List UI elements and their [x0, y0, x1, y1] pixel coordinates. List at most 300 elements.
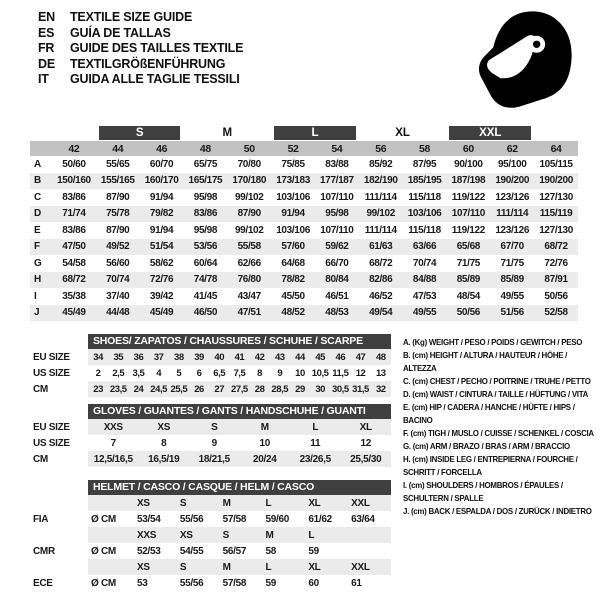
size-number-corner — [30, 141, 52, 156]
size-cell: 119/122 — [451, 191, 485, 203]
size-cell: 87/90 — [227, 206, 271, 223]
gloves-section — [33, 404, 391, 467]
size-cell: 64/68 — [281, 257, 305, 269]
size-cell: 182/190 — [359, 173, 403, 190]
gloves-cell: 18/21,5 — [189, 451, 240, 467]
gloves-cell: M — [240, 419, 291, 435]
gloves-row-label: EU SIZE — [33, 421, 70, 433]
helmet-unit-cell: Ø CM — [91, 577, 116, 589]
legend-item: B. (cm) HEIGHT / ALTURA / HAUTEUR / HÖHE / ALTEZZA — [403, 350, 568, 373]
size-cell: 91/94 — [149, 224, 174, 236]
size-cell: 50/56 — [544, 290, 568, 302]
size-row — [30, 173, 578, 190]
gloves-row-label: US SIZE — [33, 437, 70, 449]
language-code: DE — [38, 56, 55, 71]
size-cell: 48/53 — [315, 305, 359, 322]
size-cell: 87/95 — [412, 158, 437, 170]
language-code: IT — [38, 72, 49, 86]
shoes-cell: 43 — [270, 349, 290, 365]
size-cell: 99/102 — [234, 224, 264, 236]
size-cell: 44/48 — [96, 305, 140, 322]
helmet-table — [33, 495, 391, 591]
size-cell: 177/187 — [315, 173, 359, 190]
size-band-label: M — [222, 126, 233, 139]
size-column-header: 58 — [403, 141, 447, 156]
size-column-header: 50 — [227, 141, 271, 156]
size-cell: 87/90 — [106, 191, 130, 203]
size-cell: 43/47 — [237, 290, 261, 302]
helmet-cell: 57/58 — [222, 577, 247, 589]
size-cell: 49/55 — [403, 305, 447, 322]
gloves-row — [33, 435, 391, 451]
helmet-size-label: M — [220, 559, 263, 575]
size-cell: 187/198 — [446, 173, 490, 190]
shoes-row-label: CM — [33, 383, 48, 395]
size-cell: 49/54 — [359, 305, 403, 322]
size-cell: 68/72 — [52, 272, 96, 289]
shoes-cell: 24,5 — [149, 381, 169, 397]
helmet-value-row — [33, 543, 391, 559]
shoes-cell: 24 — [128, 381, 148, 397]
helmet-size-spacer — [33, 527, 88, 543]
gloves-cell: 8 — [161, 437, 167, 449]
size-cell: 47/53 — [412, 290, 437, 302]
helmet-unit-cell: Ø CM — [91, 545, 116, 557]
size-cell: 50/56 — [446, 305, 490, 322]
gloves-row — [33, 451, 391, 467]
shoes-title: SHOES/ ZAPATOS / CHAUSSURES / SCHUHE / SCARPE — [88, 334, 391, 349]
size-band-label: L — [274, 126, 356, 140]
gloves-row-label: CM — [33, 453, 48, 465]
shoes-cell: 6 — [196, 367, 202, 379]
shoes-cell: 48 — [371, 349, 391, 365]
size-cell: 87/91 — [534, 272, 578, 289]
shoes-cell: 23 — [88, 381, 108, 397]
gloves-cell: 20/24 — [240, 451, 291, 467]
gloves-cell: 10 — [259, 437, 271, 449]
helmet-cell: 57/58 — [222, 513, 247, 525]
legend-item: D. (cm) WAIST / CINTURA / TAILLE / HÜFTUNG / VITA — [403, 389, 589, 399]
size-row-label: C — [34, 191, 41, 203]
size-number-row — [30, 141, 578, 156]
shoes-cell: 13 — [375, 367, 386, 379]
size-cell: 190/200 — [490, 173, 534, 190]
size-cell: 95/98 — [193, 191, 218, 203]
size-cell: 74/78 — [183, 272, 227, 289]
size-cell: 46/50 — [183, 305, 227, 322]
helmet-cell — [348, 543, 391, 559]
size-band-label: XXL — [449, 126, 531, 140]
gloves-cell: 12,5/16,5 — [88, 451, 139, 467]
size-cell: 70/74 — [96, 272, 140, 289]
size-cell: 80/84 — [315, 272, 359, 289]
helmet-standard-label: ECE — [33, 577, 53, 589]
helmet-size-label: M — [220, 495, 263, 511]
size-cell: 83/86 — [62, 224, 86, 236]
shoes-cell: 32 — [371, 381, 391, 397]
size-column-header: 42 — [52, 141, 96, 156]
gloves-title-spacer — [33, 404, 88, 419]
helmet-size-label: XS — [177, 527, 220, 543]
helmet-size-label: XXS — [134, 527, 177, 543]
helmet-cell: 53/54 — [137, 513, 161, 525]
size-cell: 103/106 — [403, 206, 447, 223]
language-title: TEXTILE SIZE GUIDE — [70, 10, 193, 24]
shoes-cell: 30 — [310, 381, 330, 397]
helmet-cell: 63/64 — [351, 513, 375, 525]
helmet-size-spacer — [33, 495, 88, 511]
size-cell: 87/90 — [106, 224, 130, 236]
shoes-cell: 41 — [229, 349, 249, 365]
shoes-cell: 27,5 — [229, 381, 249, 397]
shoes-cell: 29 — [290, 381, 310, 397]
size-cell: 105/115 — [539, 158, 573, 170]
size-band-row — [30, 124, 578, 141]
size-row — [30, 305, 578, 322]
size-cell: 41/45 — [193, 290, 218, 302]
size-row — [30, 206, 578, 223]
shoes-cell: 28,5 — [270, 381, 290, 397]
size-row — [30, 288, 578, 305]
size-cell: 83/88 — [325, 158, 349, 170]
size-cell: 111/114 — [364, 224, 397, 236]
size-cell: 65/75 — [193, 158, 218, 170]
language-code: ES — [38, 25, 55, 40]
size-cell: 127/130 — [539, 191, 573, 203]
language-title: GUÍA DE TALLAS — [70, 25, 171, 40]
size-row — [30, 156, 578, 173]
shoes-cell: 39 — [189, 349, 209, 365]
size-cell: 70/80 — [237, 158, 261, 170]
language-row — [38, 41, 243, 57]
size-cell: 85/89 — [446, 272, 490, 289]
size-cell: 66/70 — [325, 257, 349, 269]
size-cell: 48/52 — [271, 305, 315, 322]
size-band-spacer — [534, 124, 578, 141]
shoes-cell: 27 — [209, 381, 229, 397]
size-cell: 185/195 — [403, 173, 447, 190]
helmet-size-unit-spacer — [88, 527, 134, 543]
helmet-size-label: S — [177, 495, 220, 511]
size-cell: 53/56 — [183, 239, 227, 256]
helmet-cell: 59 — [308, 545, 319, 557]
size-cell: 95/98 — [193, 224, 218, 236]
size-cell: 35/38 — [62, 290, 86, 302]
racing-helmet-icon — [472, 4, 578, 110]
language-code: EN — [38, 10, 55, 24]
size-cell: 123/126 — [495, 224, 530, 236]
size-cell: 71/74 — [52, 206, 96, 223]
size-cell: 68/72 — [534, 239, 578, 256]
shoes-cell: 2,5 — [112, 367, 125, 379]
size-cell: 63/66 — [403, 239, 447, 256]
accessory-tables — [33, 334, 391, 591]
size-cell: 61/63 — [359, 239, 403, 256]
legend-item: I. (cm) SHOULDERS / HOMBROS / ÉPAULES / SCHULTERN / SPALLE — [403, 480, 563, 503]
helmet-size-unit-spacer — [88, 559, 134, 575]
size-cell: 45/49 — [52, 305, 96, 322]
shoes-cell: 36 — [128, 349, 148, 365]
size-cell: 107/110 — [320, 224, 354, 236]
helmet-size-label: XXL — [348, 495, 391, 511]
helmet-cell: 55/56 — [179, 577, 204, 589]
gloves-cell: 9 — [211, 437, 217, 449]
size-cell: 37/40 — [106, 290, 130, 302]
size-column-header: 64 — [534, 141, 578, 156]
size-cell: 46/52 — [369, 290, 393, 302]
helmet-size-row — [33, 495, 391, 511]
shoes-cell: 35 — [108, 349, 128, 365]
size-band-cell — [446, 124, 534, 141]
size-row-label: E — [34, 224, 41, 236]
size-cell: 50/60 — [62, 158, 86, 170]
size-cell: 68/72 — [369, 257, 393, 269]
helmet-section — [33, 480, 391, 591]
shoes-table — [33, 349, 391, 397]
size-table — [30, 124, 578, 321]
size-row — [30, 255, 578, 272]
language-title: GUIDA ALLE TAGLIE TESSILI — [70, 72, 240, 86]
size-column-header: 60 — [446, 141, 490, 156]
helmet-value-row — [33, 575, 391, 591]
helmet-title-spacer — [33, 480, 88, 495]
shoes-cell: 2 — [95, 367, 101, 379]
shoes-table-body — [33, 349, 391, 397]
size-cell: 51/56 — [490, 305, 534, 322]
legend-item: H. (cm) INSIDE LEG / ENTREPIERNA / FOURCHE / SCHRITT / FORCELLA — [403, 454, 578, 477]
size-cell: 103/106 — [276, 191, 310, 203]
shoes-title-spacer — [33, 334, 88, 349]
helmet-table-body — [33, 495, 391, 591]
size-row-label: I — [34, 290, 37, 302]
size-cell: 99/102 — [234, 191, 264, 203]
helmet-size-label: M — [262, 527, 305, 543]
size-cell: 45/49 — [140, 305, 184, 322]
gloves-cell: 7 — [110, 437, 116, 449]
size-cell: 83/86 — [62, 191, 86, 203]
size-column-header: 44 — [96, 141, 140, 156]
size-cell: 83/86 — [183, 206, 227, 223]
helmet-value-row — [33, 511, 391, 527]
size-cell: 84/88 — [403, 272, 447, 289]
language-row — [38, 26, 243, 42]
shoes-cell: 4 — [156, 367, 162, 379]
shoes-cell: 47 — [350, 349, 370, 365]
shoes-section — [33, 334, 391, 397]
size-column-header: 56 — [359, 141, 403, 156]
gloves-cell: XL — [341, 419, 392, 435]
shoes-cell: 46 — [330, 349, 350, 365]
size-cell: 115/118 — [408, 224, 441, 236]
shoes-cell: 44 — [290, 349, 310, 365]
helmet-cell: 54/55 — [179, 545, 204, 557]
legend-item: A. (Kg) WEIGHT / PESO / POIDS / GEWITCH / PESO — [403, 337, 583, 347]
helmet-size-label: XL — [305, 559, 348, 575]
size-cell: 56/60 — [106, 257, 130, 269]
shoes-cell: 10 — [295, 367, 305, 379]
size-row — [30, 189, 578, 206]
size-cell: 155/165 — [96, 173, 140, 190]
shoes-cell: 40 — [209, 349, 229, 365]
helmet-size-spacer — [33, 559, 88, 575]
helmet-cell: 61/62 — [308, 513, 332, 525]
size-cell: 111/114 — [364, 191, 397, 203]
measurement-legend — [403, 336, 600, 518]
shoes-cell: 11,5 — [332, 367, 349, 379]
helmet-size-label — [348, 527, 391, 543]
gloves-row — [33, 419, 391, 435]
shoes-cell: 9 — [277, 367, 283, 379]
size-cell: 59/62 — [315, 239, 359, 256]
shoes-cell: 8 — [257, 367, 263, 379]
size-band-label: S — [99, 126, 181, 140]
gloves-table-body — [33, 419, 391, 467]
size-cell: 103/106 — [276, 224, 310, 236]
gloves-cell: XXS — [88, 419, 139, 435]
size-cell: 173/183 — [271, 173, 315, 190]
size-cell: 70/74 — [412, 257, 437, 269]
size-cell: 123/126 — [495, 191, 530, 203]
helmet-size-label: S — [220, 527, 263, 543]
language-title: GUIDE DES TAILLES TEXTILE — [70, 41, 244, 55]
shoes-cell: 45 — [310, 349, 330, 365]
size-column-header: 48 — [183, 141, 227, 156]
size-cell: 99/102 — [359, 206, 403, 223]
size-cell: 107/110 — [446, 206, 490, 223]
size-cell: 71/75 — [456, 257, 480, 269]
size-cell: 45/50 — [281, 290, 305, 302]
helmet-cell: 60 — [308, 577, 319, 589]
size-cell: 79/82 — [140, 206, 184, 223]
size-column-header: 52 — [271, 141, 315, 156]
size-cell: 111/114 — [490, 206, 534, 223]
shoes-row — [33, 381, 391, 397]
size-cell: 95/100 — [497, 158, 527, 170]
helmet-cell: 55/56 — [179, 513, 204, 525]
gloves-cell: 23/26,5 — [290, 451, 341, 467]
helmet-size-label: XL — [305, 495, 348, 511]
size-cell: 72/76 — [140, 272, 184, 289]
size-band-label: XL — [395, 126, 410, 139]
helmet-size-label: XS — [134, 559, 177, 575]
helmet-title-row — [33, 480, 391, 495]
shoes-cell: 10,5 — [311, 367, 329, 379]
size-band-cell — [271, 124, 359, 141]
helmet-cell: 58 — [265, 545, 277, 557]
size-cell: 60/70 — [149, 158, 174, 170]
size-table-body — [30, 124, 578, 321]
gloves-cell: 11 — [310, 437, 321, 449]
size-cell: 71/75 — [500, 257, 524, 269]
language-title: TEXTILGRÖßENFÜHRUNG — [70, 56, 226, 71]
shoes-cell: 34 — [88, 349, 108, 365]
size-row — [30, 272, 578, 289]
size-cell: 48/54 — [456, 290, 480, 302]
helmet-cell: 61 — [351, 577, 362, 589]
size-cell: 52/58 — [534, 305, 578, 322]
size-cell: 39/42 — [149, 290, 174, 302]
helmet-size-label: L — [262, 559, 305, 575]
helmet-size-row — [33, 559, 391, 575]
size-row-label: D — [30, 206, 52, 223]
legend-item: C. (cm) CHEST / PECHO / POITRINE / TRUHE / PETTO — [403, 376, 591, 386]
gloves-cell: 25,5/30 — [341, 451, 392, 467]
size-column-header: 46 — [140, 141, 184, 156]
size-band-cell — [96, 124, 184, 141]
helmet-size-label: S — [177, 559, 220, 575]
size-cell: 75/85 — [281, 158, 305, 170]
size-cell: 107/110 — [320, 191, 354, 203]
size-cell: 58/62 — [149, 257, 174, 269]
helmet-title: HELMET / CASCO / CASQUE / HELM / CASCO — [88, 480, 391, 495]
gloves-title-row — [33, 404, 391, 419]
size-row-label: G — [34, 257, 42, 269]
helmet-size-label: L — [262, 495, 305, 511]
size-cell: 85/89 — [490, 272, 534, 289]
size-cell: 54/58 — [62, 257, 86, 269]
shoes-row-label: US SIZE — [33, 367, 70, 379]
shoes-cell: 30,5 — [330, 381, 350, 397]
size-cell: 78/82 — [271, 272, 315, 289]
size-row-label: B — [30, 173, 52, 190]
helmet-size-label: L — [305, 527, 348, 543]
helmet-cell: 53 — [137, 577, 148, 589]
helmet-standard-label: CMR — [33, 545, 55, 557]
helmet-standard-label: FIA — [33, 513, 49, 525]
helmet-cell: 52/53 — [137, 545, 161, 557]
legend-item: G. (cm) ARM / BRAZO / BRAS / ARM / BRACCIO — [403, 441, 570, 451]
size-row-label: J — [30, 305, 52, 322]
size-cell: 170/180 — [227, 173, 271, 190]
shoes-row — [33, 349, 391, 365]
helmet-size-label: XS — [134, 495, 177, 511]
legend-item: J. (cm) BACK / ESPALDA / DOS / ZURÜCK / INDIETRO — [403, 506, 592, 516]
size-cell: 91/94 — [149, 191, 174, 203]
size-column-header: 54 — [315, 141, 359, 156]
size-row-label: H — [30, 272, 52, 289]
shoes-cell: 5 — [176, 367, 182, 379]
size-cell: 55/65 — [106, 158, 130, 170]
legend-item: F. (cm) TIGH / MUSLO / CUISSE / SCHENKEL / COSCIA — [403, 428, 594, 438]
size-cell: 165/175 — [183, 173, 227, 190]
size-cell: 75/78 — [96, 206, 140, 223]
size-cell: 47/50 — [52, 239, 96, 256]
gloves-cell: S — [189, 419, 240, 435]
size-band-cell — [359, 124, 447, 141]
size-cell: 85/92 — [369, 158, 393, 170]
shoes-cell: 23,5 — [108, 381, 128, 397]
size-row — [30, 222, 578, 239]
helmet-cell: 59 — [265, 577, 277, 589]
size-cell: 46/51 — [325, 290, 349, 302]
gloves-cell: 12 — [360, 437, 372, 449]
helmet-cell: 56/57 — [222, 545, 247, 557]
language-row — [38, 57, 243, 73]
size-row — [30, 239, 578, 256]
shoes-cell: 3,5 — [132, 367, 145, 379]
size-cell: 115/119 — [534, 206, 578, 223]
language-row — [38, 72, 243, 88]
helmet-size-label: XXL — [348, 559, 391, 575]
size-cell: 49/52 — [96, 239, 140, 256]
size-row-label: F — [30, 239, 52, 256]
language-code: FR — [38, 41, 55, 55]
size-cell: 51/54 — [140, 239, 184, 256]
shoes-cell: 42 — [250, 349, 270, 365]
size-cell: 47/51 — [227, 305, 271, 322]
shoes-cell: 37 — [149, 349, 169, 365]
gloves-cell: 16,5/19 — [139, 451, 190, 467]
